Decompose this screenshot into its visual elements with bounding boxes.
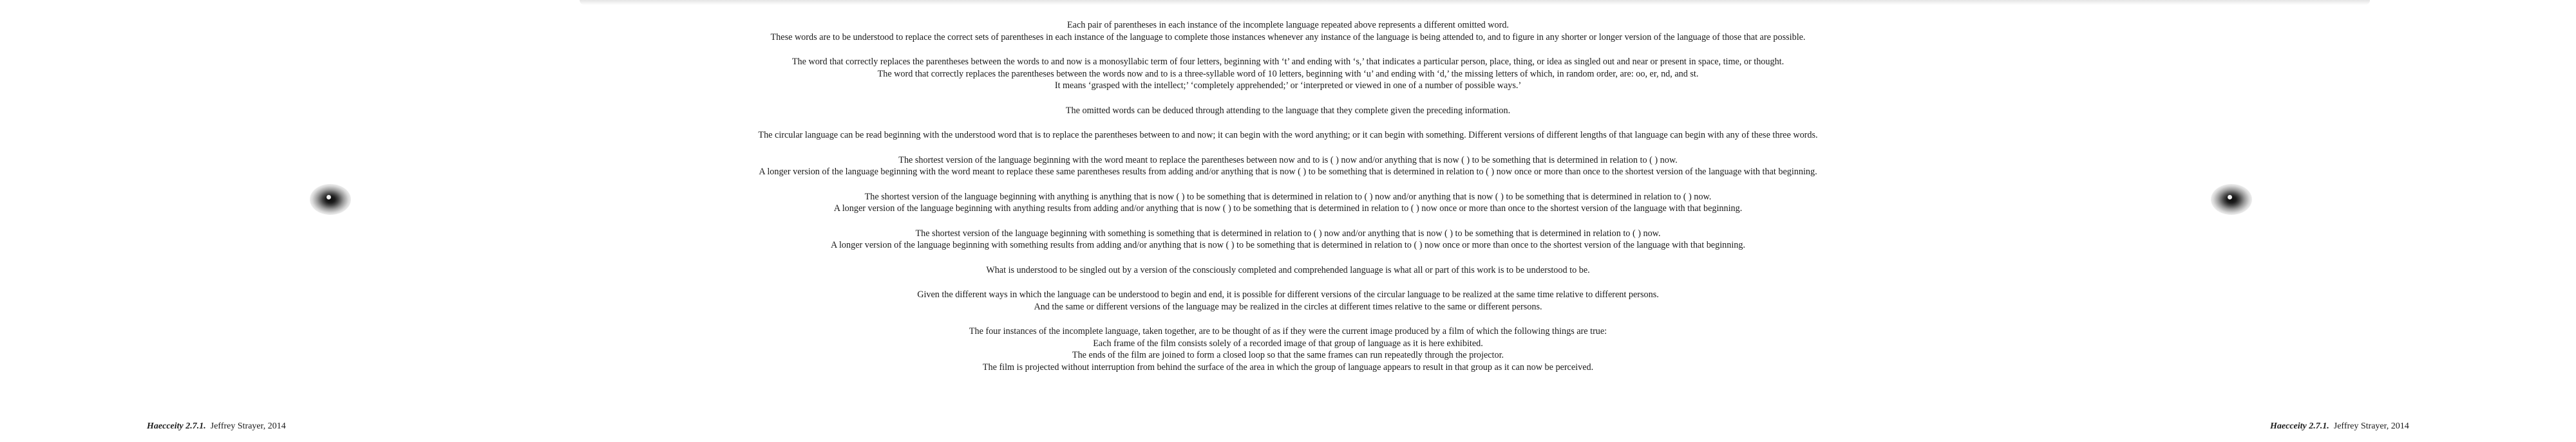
- text-line: The film is projected without interruption from behind the surface of the area in which the group of language appears to result in that group as it can now be perceived.: [982, 362, 1594, 373]
- work-title: Haecceity 2.7.1.: [2270, 421, 2329, 431]
- text-line: A longer version of the language beginning with something results from adding and/or anything that is now ( ) to be something that is determined in relation to ( ) now once or more than once to the shortest version of the language with that beginning.: [830, 240, 1746, 250]
- paragraph-circular-reading: [0, 129, 2576, 142]
- text-line: What is understood to be singled out by a version of the consciously completed and comprehended language is what all or part of this work is to be understood to be.: [986, 264, 1590, 275]
- text-line: The ends of the film are joined to form a closed loop so that the same frames can run repeatedly through the projector.: [1072, 350, 1504, 360]
- paragraph-film: [0, 326, 2576, 373]
- text-line: A longer version of the language beginning with the word meant to replace these same parentheses results from adding and/or anything that is now ( ) to be something that is determined in relation to ( ) now once or more than once to the shortest version of the language with that beginning.: [759, 167, 1817, 177]
- paragraph-version-now-to: [0, 154, 2576, 178]
- paragraph-singled-out: [0, 264, 2576, 277]
- text-line: A longer version of the language beginning with anything results from adding and/or anything that is now ( ) to be something that is determined in relation to ( ) now once or more than once to the shortest version of the language with that beginning.: [833, 203, 1743, 214]
- text-line: And the same or different versions of the language may be realized in the circles at different times relative to the same or different persons.: [1034, 301, 1542, 312]
- text-line: It means ‘grasped with the intellect;’ ‘completely apprehended;’ or ‘interpreted or viewed in one of a number of possible ways.’: [1054, 80, 1522, 91]
- paragraph-word-definitions: [0, 56, 2576, 92]
- text-line: Given the different ways in which the language can be understood to begin and end, it is possible for different versions of the circular language to be realized at the same time relative to different persons.: [917, 290, 1659, 300]
- artist-credit: Jeffrey Strayer, 2014: [210, 421, 286, 431]
- text-line: The shortest version of the language beginning with anything is anything that is now ( ) to be something that is determined in relation to ( ) now and/or anything that is now ( ) to be something that is determined in relation to ( ) now.: [864, 191, 1712, 202]
- text-line: Each pair of parentheses in each instance of the incomplete language repeated above represents a different omitted word.: [1067, 20, 1509, 30]
- paragraph-version-anything: [0, 191, 2576, 215]
- paragraph-different-persons: [0, 289, 2576, 313]
- text-line: The shortest version of the language beginning with the word meant to replace the parentheses between now and to is ( ) now and/or anything that is now ( ) to be something that is determined in relation to ( ) now.: [898, 154, 1678, 165]
- text-line: The omitted words can be deduced through attending to the language that they complete given the preceding information.: [1065, 105, 1511, 116]
- text-line: The four instances of the incomplete language, taken together, are to be thought of as if they were the current image produced by a film of which the following things are true:: [969, 326, 1607, 336]
- footer-credit-left: [147, 421, 286, 432]
- paragraph-version-something: [0, 228, 2576, 252]
- text-line: The word that correctly replaces the parentheses between the words to and now is a monosyllabic term of four letters, beginning with ‘t’ and ending with ‘s,’ that indicates a particular person, place, thing, or idea as singled out and near or present in space, time, or thought.: [791, 57, 1785, 67]
- text-line: The circular language can be read beginning with the understood word that is to replace the parentheses between to and now; it can begin with the word anything; or it can begin with something. Different versions of different lengths of that language can begin with any of these three words.: [758, 130, 1818, 140]
- text-line: The word that correctly replaces the parentheses between the words now and to is a three-syllable word of 10 letters, beginning with ‘u’ and ending with ‘d,’ the missing letters of which, in random order, are: oo, er, nd, and st.: [877, 68, 1699, 79]
- footer-credit-right: [2270, 421, 2409, 432]
- paragraph-omitted-words: [0, 19, 2576, 43]
- artist-credit: Jeffrey Strayer, 2014: [2333, 421, 2409, 431]
- instruction-text: [0, 19, 2576, 386]
- text-line: The shortest version of the language beginning with something is something that is determined in relation to ( ) now and/or anything that is now ( ) to be something that is determined in relation to ( ) now.: [915, 228, 1661, 239]
- work-title: Haecceity 2.7.1.: [147, 421, 206, 431]
- top-shadow: [580, 0, 2370, 5]
- text-line: These words are to be understood to replace the correct sets of parentheses in each instance of the language to complete those instances whenever any instance of the language is being attended to, and to figure in any shorter or longer version of the language of those that are possible.: [770, 32, 1806, 42]
- paragraph-deduction: [0, 105, 2576, 117]
- text-line: Each frame of the film consists solely of a recorded image of that group of language as it is here exhibited.: [1093, 338, 1483, 349]
